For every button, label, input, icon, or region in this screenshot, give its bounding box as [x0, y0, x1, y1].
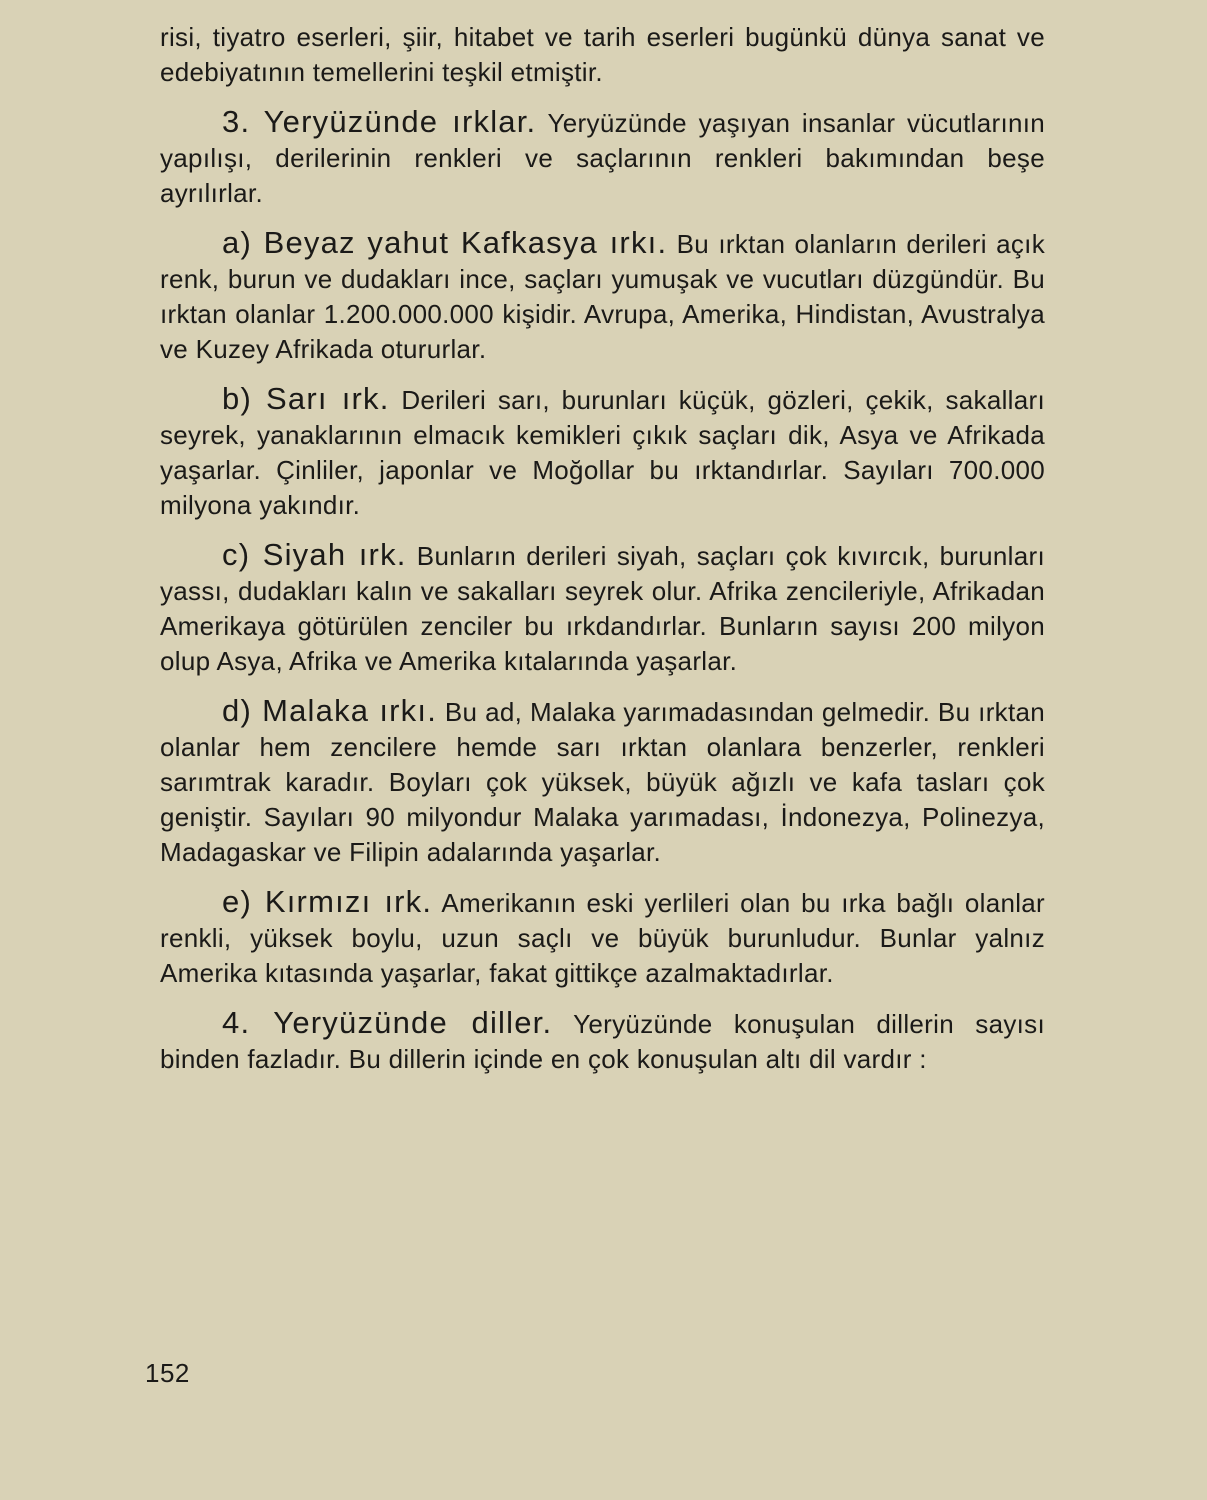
paragraph-yellow-race — [160, 381, 1045, 523]
paragraph-black-race — [160, 537, 1045, 679]
paragraph-text: Yeryüzünde yaşıyan insanlar vücutlarının yapılışı, derilerinin renkleri ve saçlarının renkleri bakımından beşe ayrılırlar. — [160, 108, 1046, 208]
paragraph-malay-race — [160, 693, 1045, 870]
subsection-heading: e) Kırmızı ırk. — [222, 884, 433, 919]
paragraph-text: Amerikanın eski yerlileri olan bu ırka bağlı olanlar renkli, yüksek boylu, uzun saçlı ve büyük burunludur. Bunlar yalnız Amerika kıtasında yaşarlar, fakat gittikçe azalmaktadırlar. — [160, 888, 1046, 988]
subsection-heading: c) Siyah ırk. — [222, 537, 407, 572]
paragraph-red-race — [160, 884, 1045, 991]
paragraph-text: Bu ırktan olanların derileri açık renk, burun ve dudakları ince, saçları yumuşak ve vucutları düzgündür. Bu ırktan olanlar 1.200.000.000 kişidir. Avrupa, Amerika, Hindistan, Avustralya ve Kuzey Afrikada otururlar. — [160, 229, 1045, 364]
page-body — [160, 20, 1045, 1091]
paragraph-text: Bunların derileri siyah, saçları çok kıvırcık, burunları yassı, dudakları kalın ve sakalları seyrek olur. Afrika zencileriyle, Afrikadan Amerikaya götürülen zenciler bu ırkdandırlar. Bunların sayısı 200 milyon olup Asya, Afrika ve Amerika kıtalarında yaşarlar. — [160, 541, 1045, 676]
paragraph-continuation — [160, 20, 1045, 90]
section-heading: 4. Yeryüzünde diller. — [222, 1005, 553, 1040]
paragraph-text: risi, tiyatro eserleri, şiir, hitabet ve tarih eserleri bugünkü dünya sanat ve edebiyatının temellerini teşkil etmiştir. — [160, 22, 1045, 87]
paragraph-section-languages — [160, 1005, 1045, 1077]
paragraph-text: Derileri sarı, burunları küçük, gözleri, çekik, sakalları seyrek, yanaklarının elmacık kemikleri çıkık saçları dik, Asya ve Afrikada yaşarlar. Çinliler, japonlar ve Moğollar bu ırktandırlar. Sayıları 700.000 milyona yakındır. — [160, 385, 1045, 520]
paragraph-text: Yeryüzünde konuşulan dillerin sayısı binden fazladır. Bu dillerin içinde en çok konuşulan altı dil vardır : — [160, 1009, 1045, 1074]
paragraph-text: Bu ad, Malaka yarımadasından gelmedir. Bu ırktan olanlar hem zencilere hemde sarı ırktan olanlara benzerler, renkleri sarımtrak karadır. Boyları çok yüksek, büyük ağızlı ve kafa tasları çok geniştir. Sayıları 90 milyondur Malaka yarımadası, İndonezya, Polinezya, Madagaskar ve Filipin adalarında yaşarlar. — [160, 697, 1045, 867]
subsection-heading: a) Beyaz yahut Kafkasya ırkı. — [222, 225, 668, 260]
section-heading: 3. Yeryüzünde ırklar. — [222, 104, 537, 139]
page-number: 152 — [145, 1358, 190, 1388]
paragraph-section-races — [160, 104, 1045, 211]
subsection-heading: d) Malaka ırkı. — [222, 693, 438, 728]
paragraph-white-race — [160, 225, 1045, 367]
subsection-heading: b) Sarı ırk. — [222, 381, 390, 416]
